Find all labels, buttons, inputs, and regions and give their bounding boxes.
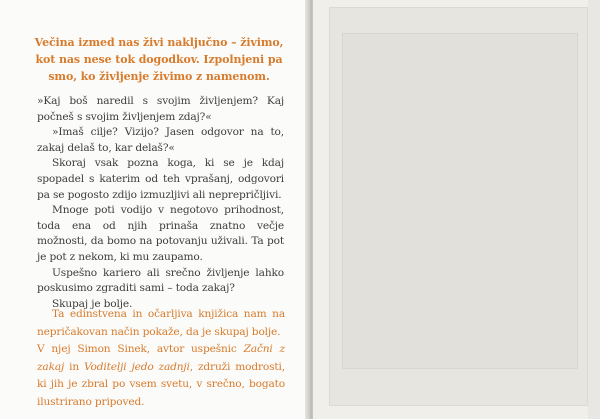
- right-page-edge: [588, 0, 600, 419]
- intro-line: smo, ko življenje živimo z namenom.: [48, 70, 270, 83]
- body-text: [37, 94, 284, 312]
- blurb-text: in: [64, 360, 85, 373]
- blurb-text: V njej Simon Sinek, avtor uspešnic: [37, 343, 244, 356]
- intro-line: kot nas nese tok dogodkov. Izpolnjeni pa: [35, 53, 283, 66]
- body-paragraph: Skupaj je bolje.: [52, 297, 133, 310]
- blurb-paragraph-2: [37, 341, 285, 411]
- right-page-inner-panel: [342, 33, 578, 369]
- body-paragraph: »Imaš cilje? Vizijo? Jasen odgovor na to, zakaj delaš to, kar delaš?«: [37, 126, 284, 154]
- body-paragraph: Mnoge poti vodijo v negotovo prihodnost, toda ena od njih prinaša znatno večje možnosti, da bomo na potovanju uživali. Ta pot je pot z nekom, ki mu zaupamo.: [37, 204, 284, 263]
- book-title-leaders-eat-last: Voditelji jedo zadnji: [84, 360, 190, 373]
- book-blurb: [37, 306, 285, 412]
- book-title-start-with-why: Začni z zakaj: [37, 343, 285, 373]
- blurb-paragraph: Ta edinstvena in očarljiva knjižica nam na nepričakovan način pokaže, da je skupaj bolje.: [37, 308, 285, 338]
- intro-line: Večina izmed nas živi naključno – živimo,: [34, 36, 284, 49]
- body-paragraph: »Kaj boš naredil s svojim življenjem? Kaj počneš s svojim življenjem zdaj?«: [37, 95, 284, 123]
- intro-heading: [24, 34, 294, 85]
- body-paragraph: Skoraj vsak pozna koga, ki se je kdaj spopadel s katerim od teh vprašanj, odgovori pa se pogosto zdijo izmuzljivi ali neprepričljivi.: [37, 157, 284, 201]
- blurb-text: , združi modrosti, ki jih je zbral po vsem svetu, v srečno, bogato ilustrirano pripoved.: [37, 360, 285, 408]
- body-paragraph: Uspešno kariero ali srečno življenje lahko poskusimo zgraditi sami – toda zakaj?: [37, 266, 284, 295]
